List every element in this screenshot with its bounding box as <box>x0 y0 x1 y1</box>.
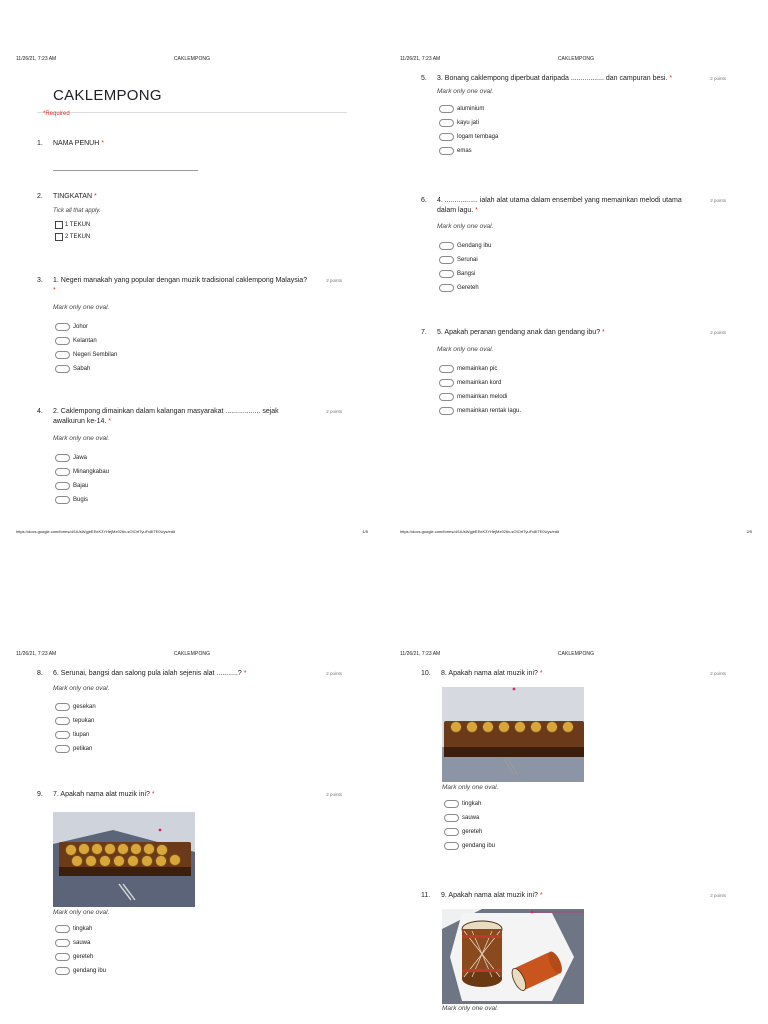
oval-radio-icon[interactable] <box>444 800 459 808</box>
radio-option[interactable]: Negeri Sembilan <box>55 348 342 362</box>
header-title: CAKLEMPONG <box>557 651 595 657</box>
gendang-photo <box>442 909 726 1004</box>
question-number: 3. <box>37 277 43 284</box>
oval-hint: Mark only one oval. <box>442 1005 499 1012</box>
points-label: 2 points <box>326 792 342 797</box>
oval-hint: Mark only one oval. <box>437 223 494 230</box>
question-text: 7. Apakah nama alat muzik ini? <box>53 791 150 798</box>
points-label: 2 points <box>710 198 726 203</box>
radio-options <box>439 362 726 418</box>
header-datetime: 11/26/21, 7:23 AM <box>16 651 57 657</box>
radio-options <box>55 320 342 376</box>
footer-page-number: 1/5 <box>362 529 368 534</box>
footer-url: https://docs.google.com/forms/d/1iUsWgjeEEeK3YHejMz926v-sOIOrfTyuFv8lTE0Uys/edit <box>400 529 559 534</box>
oval-radio-icon[interactable] <box>55 365 70 373</box>
question-7 <box>421 328 726 418</box>
radio-option[interactable]: Sabah <box>55 362 342 376</box>
question-number: 5. <box>421 75 427 82</box>
oval-radio-icon[interactable] <box>439 147 454 155</box>
oval-radio-icon[interactable] <box>55 496 70 504</box>
oval-radio-icon[interactable] <box>55 717 70 725</box>
radio-option[interactable]: Bangsi <box>439 267 726 281</box>
points-label: 2 points <box>326 671 342 676</box>
question-number: 2. <box>37 193 43 200</box>
radio-option[interactable]: gereteh <box>55 950 342 964</box>
oval-radio-icon[interactable] <box>444 842 459 850</box>
radio-option[interactable]: gereteh <box>444 825 726 839</box>
radio-option[interactable]: gendang ibu <box>55 964 342 978</box>
required-star: * <box>475 207 478 214</box>
question-header <box>421 74 726 84</box>
caklempong-image <box>53 812 195 907</box>
radio-option[interactable]: Johor <box>55 320 342 334</box>
radio-option[interactable]: memainkan pic <box>439 362 726 376</box>
required-star: * <box>93 193 97 200</box>
points-label: 2 points <box>326 409 342 414</box>
checkbox-option[interactable]: 2 TEKUN <box>55 231 342 243</box>
required-star: * <box>53 287 56 294</box>
question-5 <box>421 74 726 158</box>
oval-radio-icon[interactable] <box>55 745 70 753</box>
radio-option[interactable]: Bugis <box>55 493 342 507</box>
footer-page-number: 2/5 <box>746 529 752 534</box>
question-4 <box>37 407 342 507</box>
page-4 <box>384 645 768 1024</box>
checkbox-options <box>55 219 342 243</box>
checkbox-hint: Tick all that apply. <box>53 208 101 214</box>
question-number: 7. <box>421 329 427 336</box>
radio-option[interactable]: tingkah <box>55 922 342 936</box>
oval-hint: Mark only one oval. <box>53 909 110 916</box>
oval-radio-icon[interactable] <box>55 337 70 345</box>
radio-option[interactable]: tingkah <box>444 797 726 811</box>
question-text: TINGKATAN <box>53 193 93 200</box>
radio-option[interactable]: tiupan <box>55 728 342 742</box>
radio-option[interactable]: Gereteh <box>439 281 726 295</box>
question-3 <box>37 276 342 376</box>
question-header <box>37 669 342 679</box>
question-header <box>37 407 342 427</box>
question-text: 8. Apakah nama alat muzik ini? <box>441 670 538 677</box>
oval-radio-icon[interactable] <box>439 242 454 250</box>
radio-option[interactable]: tepukan <box>55 714 342 728</box>
points-label: 2 points <box>710 76 726 81</box>
radio-option[interactable]: gendang ibu <box>444 839 726 853</box>
caklempong-image <box>442 687 584 782</box>
page-1 <box>0 50 384 540</box>
title-divider <box>37 112 347 113</box>
oval-radio-icon[interactable] <box>439 105 454 113</box>
question-number: 11. <box>421 892 431 899</box>
question-header <box>37 790 342 800</box>
question-header <box>421 891 726 901</box>
oval-radio-icon[interactable] <box>439 393 454 401</box>
page-header <box>0 56 384 66</box>
required-star: * <box>243 670 247 677</box>
radio-option[interactable]: sauwa <box>55 936 342 950</box>
gendang-image <box>442 909 584 1004</box>
oval-hint: Mark only one oval. <box>53 685 110 692</box>
oval-radio-icon[interactable] <box>439 284 454 292</box>
radio-option[interactable]: gesekan <box>55 700 342 714</box>
oval-radio-icon[interactable] <box>444 828 459 836</box>
required-star: * <box>108 418 111 425</box>
oval-radio-icon[interactable] <box>444 814 459 822</box>
oval-radio-icon[interactable] <box>55 703 70 711</box>
radio-option[interactable]: Minangkabau <box>55 465 342 479</box>
oval-radio-icon[interactable] <box>55 953 70 961</box>
question-text: 4. ................. ialah alat utama dalam ensembel yang memainkan melodi utama dalam lagu. <box>437 197 682 214</box>
question-2 <box>37 192 342 243</box>
radio-option[interactable]: sauwa <box>444 811 726 825</box>
oval-radio-icon[interactable] <box>439 133 454 141</box>
oval-radio-icon[interactable] <box>55 939 70 947</box>
header-datetime: 11/26/21, 7:23 AM <box>16 56 57 62</box>
question-header <box>421 196 726 216</box>
question-number: 8. <box>37 670 43 677</box>
oval-hint: Mark only one oval. <box>442 784 499 791</box>
radio-option[interactable]: emas <box>439 144 726 158</box>
question-text: 6. Serunai, bangsi dan salong pula ialah sejenis alat ...........? <box>53 670 242 677</box>
question-8 <box>37 669 342 756</box>
oval-radio-icon[interactable] <box>55 482 70 490</box>
page-header <box>0 651 384 661</box>
checkbox-option[interactable]: 1 TEKUN <box>55 219 342 231</box>
question-number: 1. <box>37 140 43 147</box>
question-number: 6. <box>421 197 427 204</box>
question-9 <box>37 790 342 978</box>
name-answer-field[interactable] <box>53 170 198 171</box>
radio-options <box>55 451 342 507</box>
question-number: 10. <box>421 670 431 677</box>
caklempong-photo <box>53 812 342 907</box>
radio-option[interactable]: memainkan melodi <box>439 390 726 404</box>
radio-option[interactable]: memainkan kord <box>439 376 726 390</box>
page-header <box>384 56 768 66</box>
oval-radio-icon[interactable] <box>55 351 70 359</box>
oval-radio-icon[interactable] <box>55 468 70 476</box>
points-label: 2 points <box>710 893 726 898</box>
radio-options <box>439 102 726 158</box>
radio-option[interactable]: Kelantan <box>55 334 342 348</box>
oval-radio-icon[interactable] <box>439 407 454 415</box>
radio-option[interactable]: Gendang ibu <box>439 239 726 253</box>
question-header <box>421 669 726 679</box>
oval-radio-icon[interactable] <box>439 256 454 264</box>
oval-radio-icon[interactable] <box>55 967 70 975</box>
oval-radio-icon[interactable] <box>55 731 70 739</box>
points-label: 2 points <box>710 671 726 676</box>
question-10 <box>421 669 726 853</box>
question-text: 5. Apakah peranan gendang anak dan gendang ibu? <box>437 329 601 336</box>
question-6 <box>421 196 726 295</box>
oval-radio-icon[interactable] <box>55 454 70 462</box>
radio-option[interactable]: petikan <box>55 742 342 756</box>
header-datetime: 11/26/21, 7:23 AM <box>400 56 441 62</box>
oval-radio-icon[interactable] <box>55 925 70 933</box>
question-text: 9. Apakah nama alat muzik ini? <box>441 892 538 899</box>
header-title: CAKLEMPONG <box>557 56 595 62</box>
required-star: * <box>539 892 543 899</box>
radio-option[interactable]: Serunai <box>439 253 726 267</box>
footer-url: https://docs.google.com/forms/d/1iUsWgjeEEeK3YHejMz926v-sOIOrfTyuFv8lTE0Uys/edit <box>16 529 175 534</box>
oval-hint: Mark only one oval. <box>53 435 110 442</box>
question-text: 1. Negeri manakah yang popular dengan muzik tradisional caklempong Malaysia? <box>53 277 308 284</box>
question-number: 4. <box>37 408 43 415</box>
page-header <box>384 651 768 661</box>
oval-radio-icon[interactable] <box>439 119 454 127</box>
radio-options <box>55 700 342 756</box>
checkbox-icon[interactable] <box>55 221 63 229</box>
required-star: * <box>151 791 155 798</box>
caklempong-photo <box>442 687 726 782</box>
oval-hint: Mark only one oval. <box>53 304 110 311</box>
question-text: 2. Caklempong dimainkan dalam kalangan masyarakat .................. sejak awalkurun ke-14. <box>53 408 279 425</box>
question-number: 9. <box>37 791 43 798</box>
oval-radio-icon[interactable] <box>439 365 454 373</box>
question-header <box>37 192 342 202</box>
points-label: 2 points <box>326 278 342 283</box>
question-11 <box>421 891 726 1012</box>
required-note: *Required <box>43 111 70 117</box>
radio-option[interactable]: Jawa <box>55 451 342 465</box>
question-text: 3. Bonang caklempong diperbuat daripada ................. dan campuran besi. <box>437 75 668 82</box>
radio-options <box>55 922 342 978</box>
question-text: NAMA PENUH <box>53 140 100 147</box>
page-footer <box>384 529 768 539</box>
header-title: CAKLEMPONG <box>173 651 211 657</box>
required-star: * <box>602 329 605 336</box>
required-star: * <box>539 670 543 677</box>
radio-option[interactable]: memainkan rentak lagu. <box>439 404 726 418</box>
page-2 <box>384 50 768 540</box>
question-1 <box>37 139 342 149</box>
question-header <box>421 328 726 338</box>
header-datetime: 11/26/21, 7:23 AM <box>400 651 441 657</box>
points-label: 2 points <box>710 330 726 335</box>
radio-option[interactable]: aluminium <box>439 102 726 116</box>
question-header <box>37 139 342 149</box>
oval-radio-icon[interactable] <box>439 270 454 278</box>
radio-option[interactable]: Bajau <box>55 479 342 493</box>
required-star: * <box>101 140 104 147</box>
radio-option[interactable]: kayu jati <box>439 116 726 130</box>
radio-option[interactable]: logam tembaga <box>439 130 726 144</box>
radio-options <box>444 797 726 853</box>
question-header <box>37 276 342 296</box>
form-title: CAKLEMPONG <box>53 87 162 104</box>
oval-hint: Mark only one oval. <box>437 346 494 353</box>
radio-options <box>439 239 726 295</box>
page-3 <box>0 645 384 1024</box>
required-star: * <box>669 75 673 82</box>
oval-radio-icon[interactable] <box>55 323 70 331</box>
page-footer <box>0 529 384 539</box>
oval-hint: Mark only one oval. <box>437 88 494 95</box>
oval-radio-icon[interactable] <box>439 379 454 387</box>
checkbox-icon[interactable] <box>55 233 63 241</box>
header-title: CAKLEMPONG <box>173 56 211 62</box>
